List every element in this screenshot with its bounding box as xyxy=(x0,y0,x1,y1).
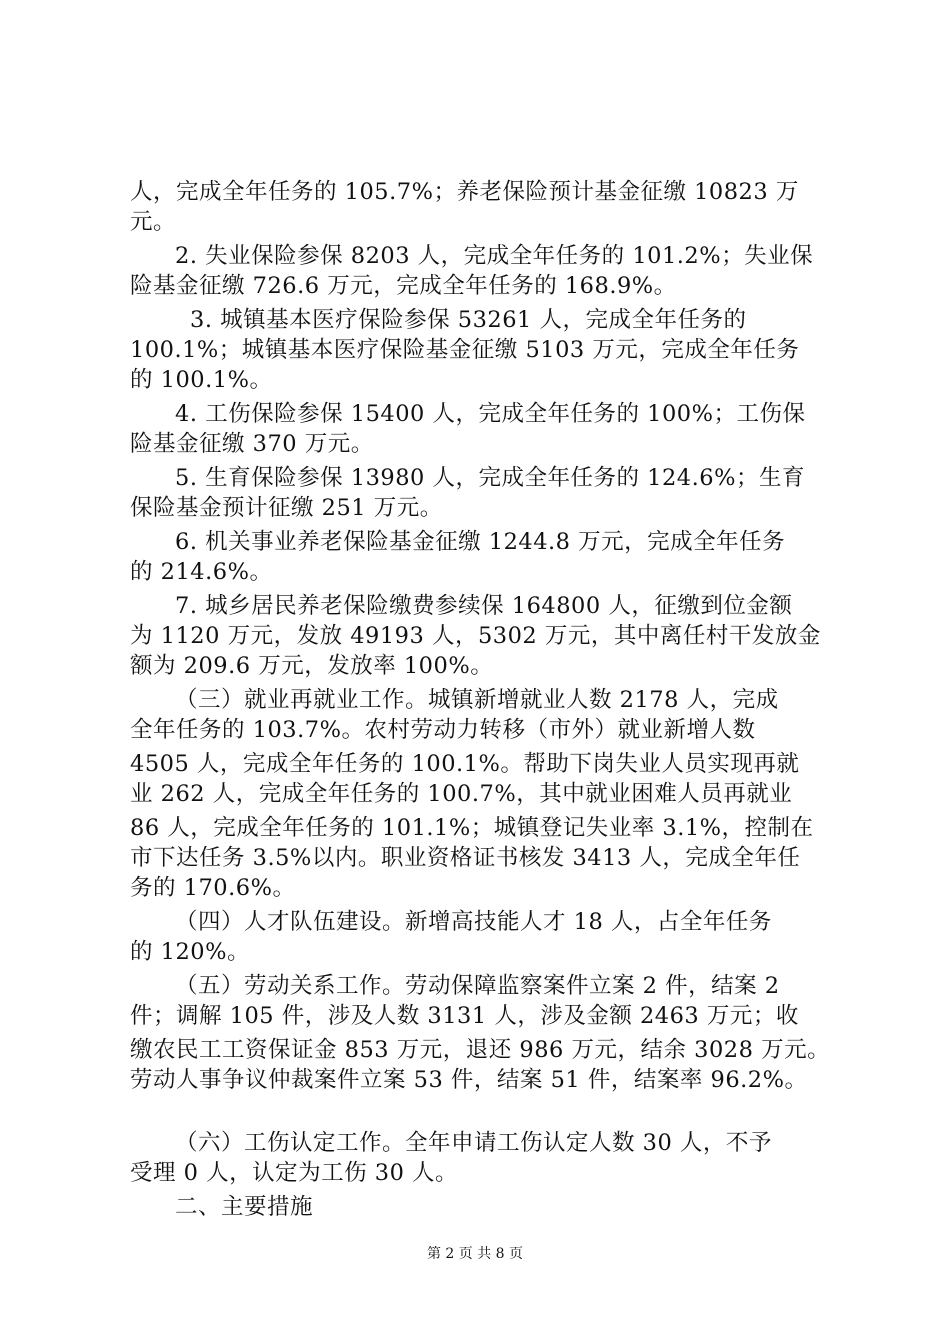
text-line: 4. 工伤保险参保 15400 人，完成全年任务的 100%；工伤保 xyxy=(175,401,806,427)
text-line: 保险基金预计征缴 251 万元。 xyxy=(130,495,443,521)
text-line: 人，完成全年任务的 105.7%；养老保险预计基金征缴 10823 万 xyxy=(130,179,799,205)
text-line: 险基金征缴 370 万元。 xyxy=(130,431,374,457)
text-line: 100.1%；城镇基本医疗保险基金征缴 5103 万元，完成全年任务 xyxy=(130,337,800,363)
page-number-footer: 第 2 页 共 8 页 xyxy=(426,1246,524,1262)
text-line: 业 262 人，完成全年任务的 100.7%，其中就业困难人员再就业 xyxy=(130,781,793,807)
text-line: 的 120%。 xyxy=(130,939,250,965)
text-line: 7. 城乡居民养老保险缴费参续保 164800 人，征缴到位金额 xyxy=(175,593,793,619)
text-line: 劳动人事争议仲裁案件立案 53 件，结案 51 件，结案率 96.2%。 xyxy=(130,1067,808,1093)
text-line: 的 100.1%。 xyxy=(130,367,273,393)
text-line: 元。 xyxy=(130,209,177,235)
text-line: 6. 机关事业养老保险基金征缴 1244.8 万元，完成全年任务 xyxy=(175,529,786,555)
text-line: 3. 城镇基本医疗保险参保 53261 人，完成全年任务的 xyxy=(190,307,747,333)
text-line: 为 1120 万元，发放 49193 人，5302 万元，其中离任村干发放金 xyxy=(130,623,821,649)
text-line: （六）工伤认定工作。全年申请工伤认定人数 30 人，不予 xyxy=(175,1130,772,1156)
section-heading: 二、主要措施 xyxy=(175,1194,314,1220)
text-line: 额为 209.6 万元，发放率 100%。 xyxy=(130,653,494,679)
text-line: 缴农民工工资保证金 853 万元，退还 986 万元，结余 3028 万元。 xyxy=(130,1037,831,1063)
text-line: 险基金征缴 726.6 万元，完成全年任务的 168.9%。 xyxy=(130,273,677,299)
text-line: 5. 生育保险参保 13980 人，完成全年任务的 124.6%；生育 xyxy=(175,465,805,491)
text-line: 4505 人，完成全年任务的 100.1%。帮助下岗失业人员实现再就 xyxy=(130,751,800,777)
text-line: （四）人才队伍建设。新增高技能人才 18 人，占全年任务 xyxy=(175,909,772,935)
text-line: 全年任务的 103.7%。农村劳动力转移（市外）就业新增人数 xyxy=(130,717,756,743)
text-line: （三）就业再就业工作。城镇新增就业人数 2178 人，完成 xyxy=(175,687,779,713)
text-line: 的 214.6%。 xyxy=(130,559,273,585)
text-line: 务的 170.6%。 xyxy=(130,875,296,901)
text-line: 受理 0 人，认定为工伤 30 人。 xyxy=(130,1160,459,1186)
text-line: （五）劳动关系工作。劳动保障监察案件立案 2 件，结案 2 xyxy=(175,973,780,999)
text-line: 2. 失业保险参保 8203 人，完成全年任务的 101.2%；失业保 xyxy=(175,243,814,269)
text-line: 件；调解 105 件，涉及人数 3131 人，涉及金额 2463 万元；收 xyxy=(130,1003,799,1029)
text-line: 86 人，完成全年任务的 101.1%；城镇登记失业率 3.1%，控制在 xyxy=(130,815,814,841)
text-line: 市下达任务 3.5%以内。职业资格证书核发 3413 人，完成全年任 xyxy=(130,845,801,871)
